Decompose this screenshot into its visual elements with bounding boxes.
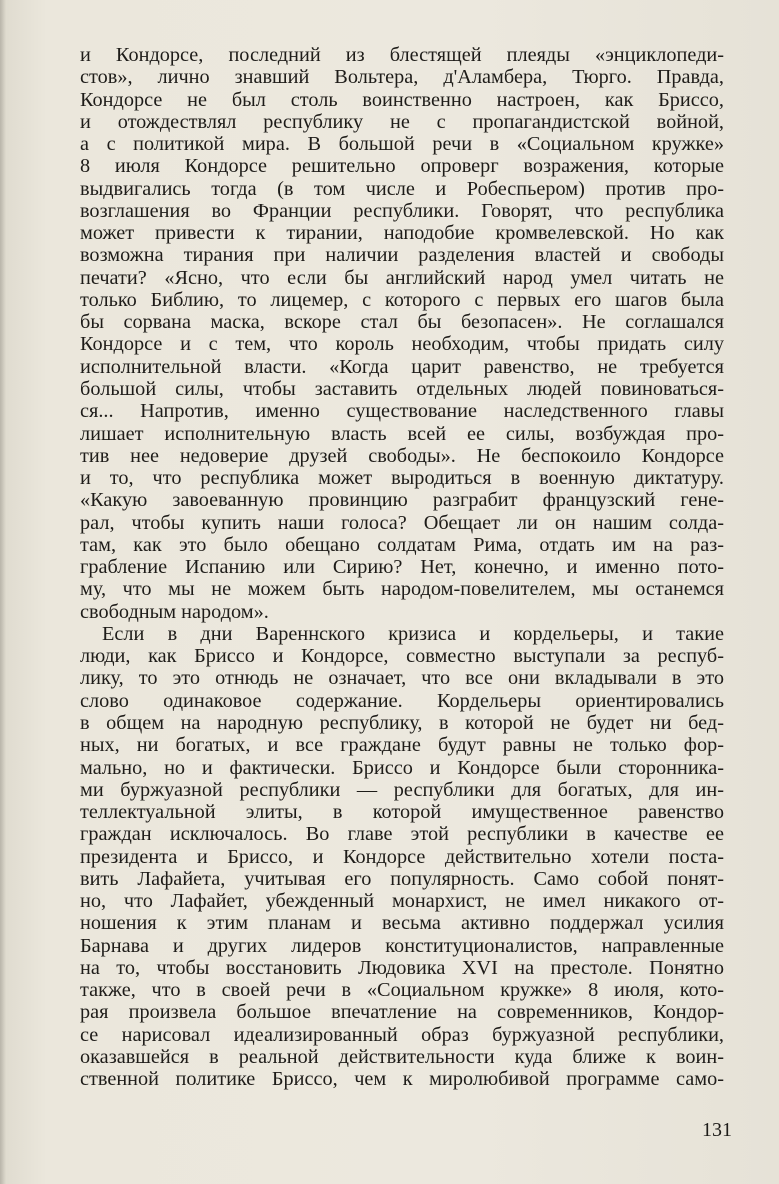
paragraph-start-line: Если в дни Вареннского кризиса и кордельеры, и такие	[102, 622, 724, 645]
text-line: бы сорвана маска, вскоре стал бы безопасен». Не соглашался	[80, 311, 724, 334]
text-line: возможна тирания при наличии разделения властей и свободы	[80, 244, 724, 267]
text-line: и отождествлял республику не с пропагандистской войной,	[80, 110, 724, 133]
text-line: ношения к этим планам и весьма активно поддержал усилия	[80, 912, 724, 935]
text-line: также, что в своей речи в «Социальном кружке» 8 июля, кото-	[80, 979, 724, 1002]
text-line: печати? «Ясно, что если бы английский народ умел читать не	[80, 266, 724, 289]
text-line: и то, что республика может выродиться в военную диктатуру.	[80, 467, 724, 490]
text-line: может привести к тирании, наподобие кромвелевской. Но как	[80, 222, 724, 245]
text-line: только Библию, то лицемер, с которого с первых его шагов была	[80, 288, 724, 311]
page-number: 131	[702, 1119, 732, 1141]
text-line: ся... Напротив, именно существование наследственного главы	[80, 400, 724, 423]
text-line: возглашения во Франции республики. Говорят, что республика	[80, 199, 724, 222]
text-line: люди, как Бриссо и Кондорсе, совместно выступали за респуб-	[80, 645, 724, 668]
text-line: президента и Бриссо, и Кондорсе действительно хотели поста-	[80, 845, 724, 868]
text-line: рая произвела большое впечатление на современников, Кондор-	[80, 1001, 724, 1024]
text-line: мально, но и фактически. Бриссо и Кондорсе были сторонника-	[80, 756, 724, 779]
text-line: Кондорсе не был столь воинственно настроен, как Бриссо,	[80, 88, 724, 111]
text-line: исполнительной власти. «Когда царит равенство, не требуется	[80, 355, 724, 378]
text-line: се нарисовал идеализированный образ буржуазной республики,	[80, 1023, 724, 1046]
text-line: слово одинаковое содержание. Кордельеры ориентировались	[80, 689, 724, 712]
text-line: лишает исполнительную власть всей ее силы, возбуждая про-	[80, 422, 724, 445]
paragraph-end-line: свободным народом».	[80, 600, 269, 623]
text-line: но, что Лафайет, убежденный монархист, не имел никакого от-	[80, 890, 724, 913]
text-line: ных, ни богатых, и все граждане будут равны не только фор-	[80, 734, 724, 757]
text-line: тив нее недоверие друзей свободы». Не беспокоило Кондорсе	[80, 444, 724, 467]
text-line: в общем на народную республику, в которой не будет ни бед-	[80, 711, 724, 734]
text-line: на то, чтобы восстановить Людовика XVI на престоле. Понятно	[80, 956, 724, 979]
text-line: и Кондорсе, последний из блестящей плеяды «энциклопеди-	[80, 44, 724, 66]
text-line: Барнава и других лидеров конституционалистов, направленные	[80, 934, 724, 957]
text-line: му, что мы не можем быть народом-повелителем, мы останемся	[80, 578, 724, 601]
text-line: теллектуальной элиты, в которой имущественное равенство	[80, 801, 724, 824]
text-line: ми буржуазной республики — республики для богатых, для ин-	[80, 778, 724, 801]
text-line: вить Лафайета, учитывая его популярность. Само собой понят-	[80, 867, 724, 890]
text-line: «Какую завоеванную провинцию разграбит французский гене-	[80, 489, 724, 512]
text-line: Кондорсе и с тем, что король необходим, чтобы придать силу	[80, 333, 724, 356]
text-line: большой силы, чтобы заставить отдельных людей повиноваться-	[80, 377, 724, 400]
text-line: оказавшейся в реальной действительности куда ближе к воин-	[80, 1045, 724, 1068]
text-line: стов», лично знавший Вольтера, д'Аламбера, Тюрго. Правда,	[80, 66, 724, 89]
text-line: выдвигались тогда (в том числе и Робеспьером) против про-	[80, 177, 724, 200]
text-line: а с политикой мира. В большой речи в «Социальном кружке»	[80, 133, 724, 156]
text-line: ственной политике Бриссо, чем к миролюбивой программе само-	[80, 1068, 724, 1091]
text-line: рал, чтобы купить наши голоса? Обещает ли он нашим солда-	[80, 511, 724, 534]
text-line: 8 июля Кондорсе решительно опроверг возражения, которые	[80, 155, 724, 178]
text-line: лику, то это отнюдь не означает, что все они вкладывали в это	[80, 667, 724, 690]
page-edge-shadow	[0, 0, 6, 1184]
text-line: грабление Испанию или Сирию? Нет, конечно, и именно пото-	[80, 556, 724, 579]
body-text	[80, 44, 724, 1090]
text-line: граждан исключалось. Во главе этой республики в качестве ее	[80, 823, 724, 846]
text-line: там, как это было обещано солдатам Рима, отдать им на раз-	[80, 533, 724, 556]
